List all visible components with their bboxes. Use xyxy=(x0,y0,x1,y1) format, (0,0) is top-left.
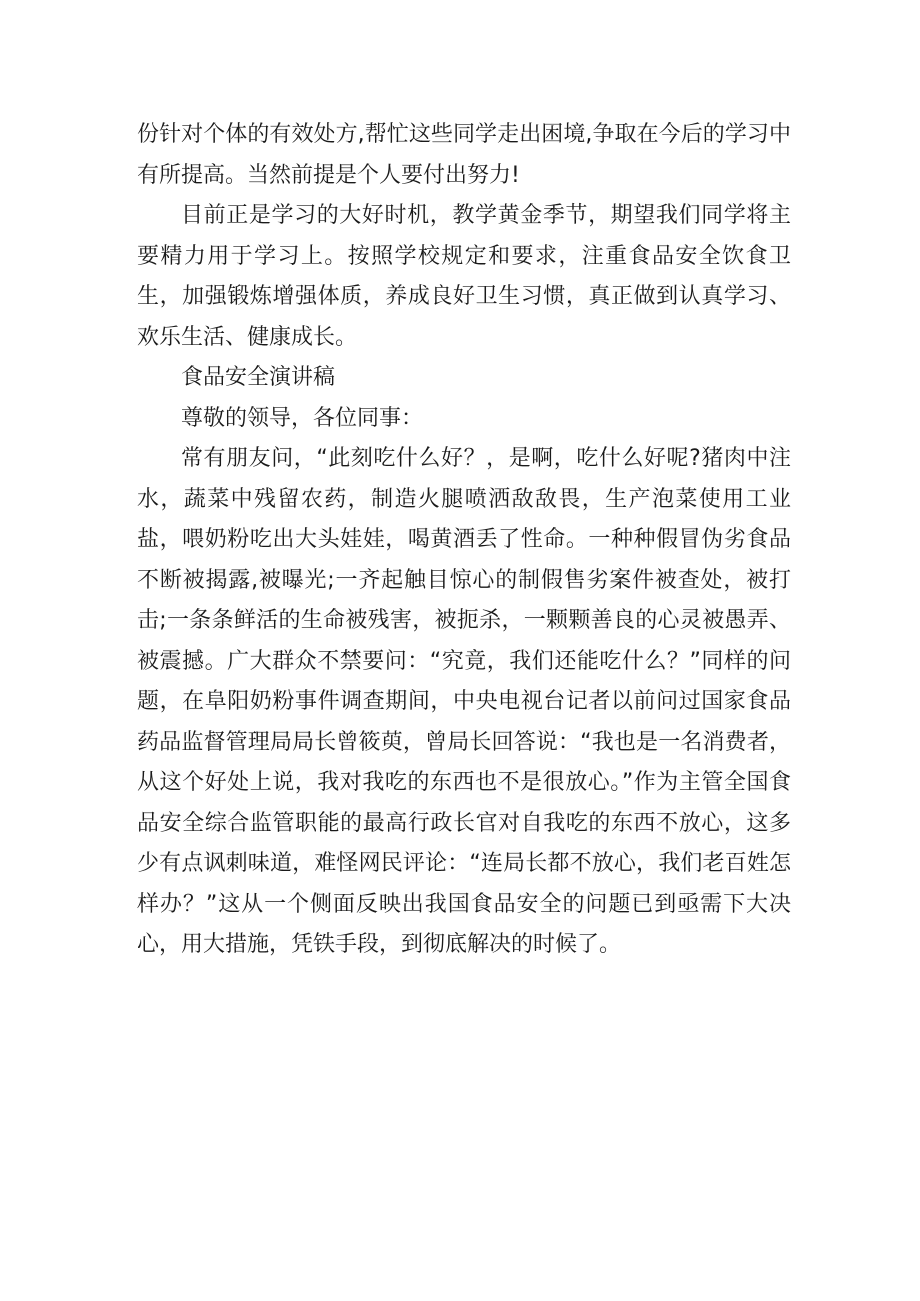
paragraph-continuation: 份针对个体的有效处方,帮忙这些同学走出困境,争取在今后的学习中有所提高。当然前提是个人要付出努力! xyxy=(137,122,791,188)
document-body xyxy=(137,115,791,966)
paragraph-study-advice: 目前正是学习的大好时机，教学黄金季节，期望我们同学将主要精力用于学习上。按照学校规定和要求，注重食品安全饮食卫生，加强锻炼增强体质，养成良好卫生习惯，真正做到认真学习、欢乐生活、健康成长。 xyxy=(137,203,791,350)
speech-body-paragraph: 常有朋友问，“此刻吃什么好？，是啊，吃什么好呢?猪肉中注水，蔬菜中残留农药，制造火腿喷洒敌敌畏，生产泡菜使用工业盐，喂奶粉吃出大头娃娃，喝黄酒丢了性命。一种种假冒伪劣食品不断被揭露,被曝光;一齐起触目惊心的制假售劣案件被查处，被打击;一条条鲜活的生命被残害，被扼杀，一颗颗善良的心灵被愚弄、被震撼。广大群众不禁要问：“究竟，我们还能吃什么？”同样的问题，在阜阳奶粉事件调查期间，中央电视台记者以前问过国家食品药品监督管理局局长曾筱萸，曾局长回答说：“我也是一名消费者，从这个好处上说，我对我吃的东西也不是很放心。”作为主管全国食品安全综合监管职能的最高行政长官对自我吃的东西不放心，这多少有点讽刺味道，难怪网民评论：“连局长都不放心，我们老百姓怎样办？”这从一个侧面反映出我国食品安全的问题已到亟需下大决心，用大措施，凭铁手段，到彻底解决的时候了。 xyxy=(137,446,791,957)
greeting: 尊敬的领导，各位同事： xyxy=(181,405,424,431)
section-title: 食品安全演讲稿 xyxy=(181,365,336,390)
